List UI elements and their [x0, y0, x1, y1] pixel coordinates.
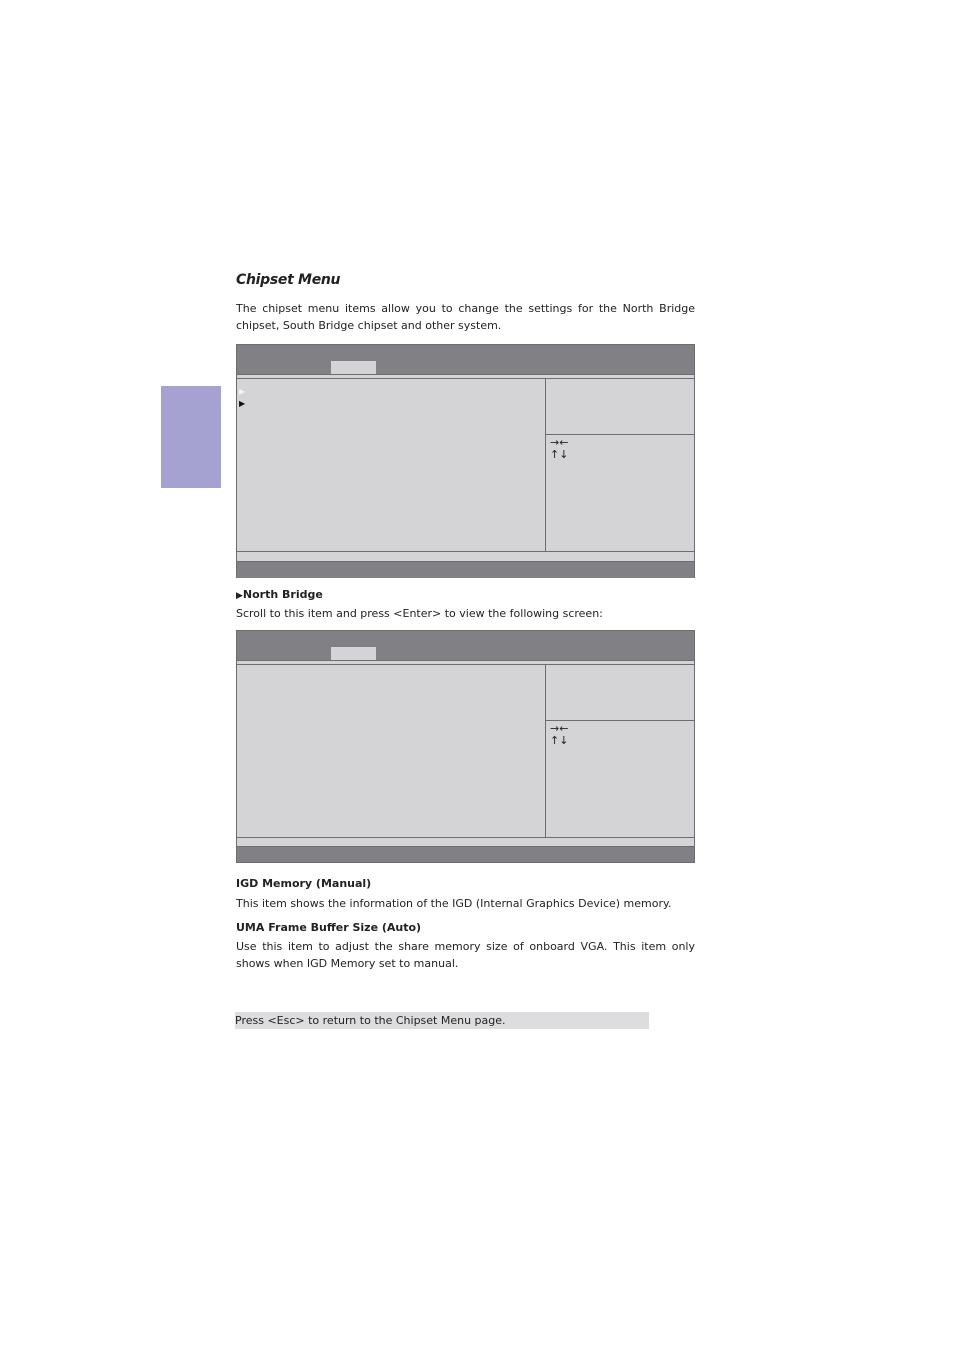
- bios-status-strip: [237, 837, 694, 846]
- north-bridge-text: Scroll to this item and press <Enter> to view the following screen:: [236, 607, 603, 620]
- intro-paragraph: The chipset menu items allow you to change the settings for the North Bridge chipset, South Bridge chipset and other system.: [236, 302, 695, 332]
- left-right-arrow-icon: →←: [550, 436, 569, 449]
- esc-note: Press <Esc> to return to the Chipset Menu page.: [235, 1012, 649, 1029]
- bios-screen-chipset: [236, 344, 695, 578]
- triangle-bullet-icon: ▶: [236, 591, 243, 601]
- bios-status-strip: [237, 551, 694, 561]
- bios-help-panel: [546, 665, 694, 721]
- bios-screen-north-bridge: [236, 630, 695, 863]
- bios-menu-bar: [237, 345, 694, 375]
- bios-keys-panel: [546, 435, 694, 551]
- igd-memory-text: This item shows the information of the IGD (Internal Graphics Device) memory.: [236, 897, 672, 910]
- key-legend: [550, 437, 568, 461]
- key-legend: [550, 723, 568, 747]
- submenu-arrow-icon[interactable]: ▶: [239, 399, 246, 408]
- bios-footer-bar: [237, 561, 694, 578]
- uma-frame-heading: UMA Frame Buffer Size (Auto): [236, 921, 422, 934]
- uma-frame-text: Use this item to adjust the share memory size of onboard VGA. This item only shows when IGD Memory set to manual.: [236, 940, 695, 970]
- north-bridge-heading: ▶North Bridge: [236, 588, 323, 601]
- bios-menu-bar: [237, 631, 694, 661]
- up-down-arrow-icon: ↑↓: [550, 448, 569, 461]
- section-title: Chipset Menu: [236, 272, 341, 288]
- left-right-arrow-icon: →←: [550, 722, 569, 735]
- bios-keys-panel: [546, 721, 694, 837]
- submenu-arrow-icon[interactable]: ▶: [239, 387, 246, 396]
- chapter-side-tab: [161, 386, 221, 488]
- bios-help-panel: [546, 379, 694, 435]
- up-down-arrow-icon: ↑↓: [550, 734, 569, 747]
- bios-tab-chipset-selected[interactable]: [331, 361, 376, 374]
- bios-footer-bar: [237, 846, 694, 862]
- bios-item-panel: [237, 379, 546, 551]
- bios-item-panel: [237, 665, 546, 837]
- igd-memory-heading: IGD Memory (Manual): [236, 877, 372, 890]
- bios-tab-chipset-selected[interactable]: [331, 647, 376, 660]
